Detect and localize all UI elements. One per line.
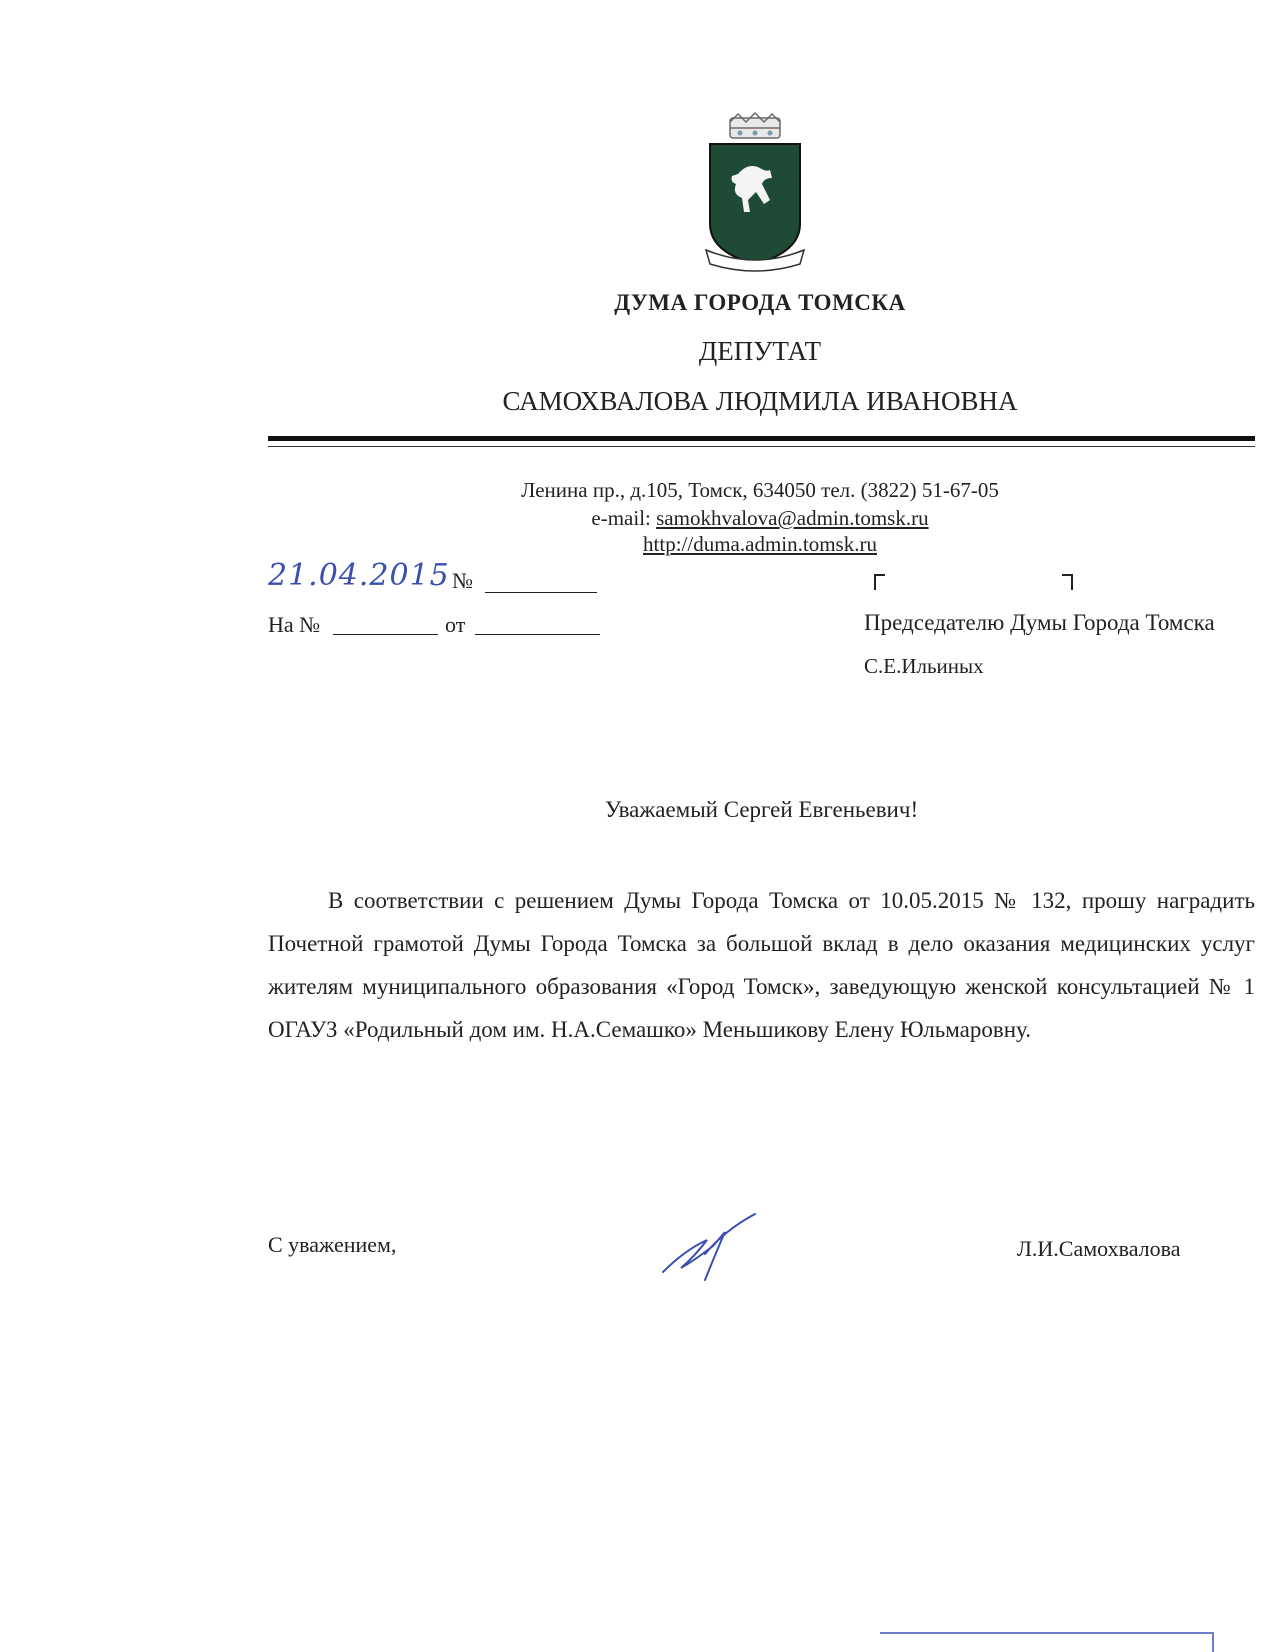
letter-body: В соответствии с решением Думы Города Томска от 10.05.2015 № 132, прошу наградить Почетной грамотой Думы Города Томска за большой вклад в дело оказания медицинских услуг жителям муниципального образования «Город Томск», заведующую женской консультацией № 1 ОГАУЗ «Родильный дом им. Н.А.Семашко» Меньшикову Елену Юльмаровну. [268, 888, 1255, 1042]
website-link[interactable]: http://duma.admin.tomsk.ru [643, 532, 877, 556]
letter-closing: С уважением, [268, 1232, 397, 1257]
addressee-title: Председателю Думы Города Томска [864, 610, 1215, 635]
email-link[interactable]: samokhvalova@admin.tomsk.ru [656, 506, 929, 530]
reply-date-label: от [445, 612, 466, 637]
reply-number-blank [333, 634, 438, 635]
city-emblem-icon [700, 112, 810, 282]
contact-website-line [440, 532, 1080, 557]
reply-number-label: На № [268, 612, 321, 637]
registration-stamp-edge [880, 1632, 1214, 1652]
deputy-role: ДЕПУТАТ [698, 336, 822, 366]
header-divider-thin [268, 446, 1255, 447]
outgoing-number-blank [485, 592, 597, 593]
signer-name: Л.И.Самохвалова [1017, 1236, 1181, 1261]
email-label: e-mail: [591, 506, 657, 530]
header-divider-thick [268, 436, 1255, 441]
contact-email-line [440, 506, 1080, 531]
contact-address: Ленина пр., д.105, Томск, 634050 тел. (3822) 51-67-05 [521, 478, 999, 502]
handwritten-date: 21.04.2015 [268, 558, 450, 593]
letter-salutation: Уважаемый Сергей Евгеньевич! [604, 797, 919, 822]
addressee-corner-left [874, 574, 885, 590]
outgoing-number-label: № [452, 568, 473, 593]
addressee-corner-right [1062, 574, 1073, 590]
addressee-name: С.Е.Ильиных [864, 654, 984, 678]
organization-title: ДУМА ГОРОДА ТОМСКА [614, 290, 906, 315]
reply-date-blank [475, 634, 600, 635]
deputy-name: САМОХВАЛОВА ЛЮДМИЛА ИВАНОВНА [502, 386, 1018, 416]
handwritten-signature-icon [655, 1210, 765, 1285]
